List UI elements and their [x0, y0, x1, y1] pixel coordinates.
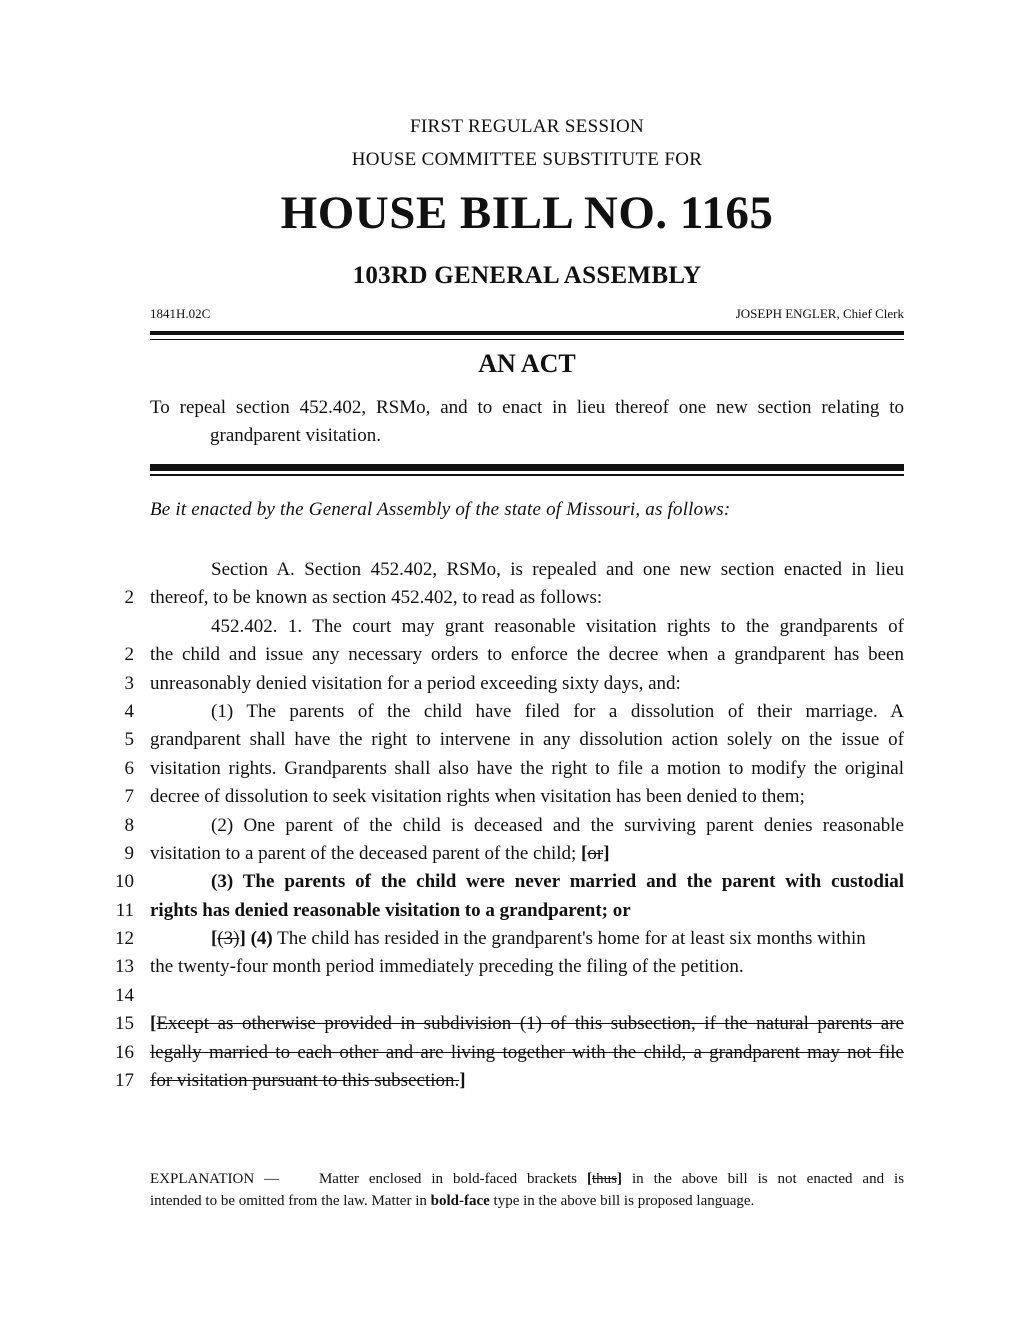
line-number: 5: [124, 729, 134, 751]
line-text: (2) One parent of the child is deceased and the surviving parent denies reasonable: [211, 814, 904, 836]
bracket-open: [: [586, 1171, 592, 1187]
explanation-label: EXPLANATION —: [150, 1171, 280, 1187]
chief-clerk: JOSEPH ENGLER, Chief Clerk: [735, 306, 904, 321]
body-line: [0, 726, 1024, 754]
explanation-text: Matter enclosed in bold-faced brackets: [318, 1171, 578, 1187]
line-text: (3) The parents of the child were never married and the parent with custodial: [211, 871, 904, 893]
new-subdivision-number: (4): [250, 928, 273, 950]
meta-row: [150, 306, 904, 322]
bill-body: [0, 556, 1024, 1095]
body-line: [0, 783, 1024, 811]
body-line: [0, 868, 1024, 896]
line-text-main: The child has resided in the grandparent's home for at least six months within: [277, 928, 866, 950]
body-line: [0, 1010, 1024, 1038]
line-number: 12: [115, 928, 134, 950]
line-text: Section A. Section 452.402, RSMo, is repealed and one new section enacted in lieu: [211, 559, 904, 580]
body-line: [0, 1039, 1024, 1067]
explanation-text: type in the above bill is proposed language.: [493, 1193, 755, 1209]
explanation-line-2: [150, 1190, 904, 1212]
boldface-example: bold-face: [430, 1193, 490, 1209]
line-number: 14: [115, 984, 134, 1006]
enacting-clause: Be it enacted by the General Assembly of the state of Missouri, as follows:: [150, 499, 731, 520]
line-number: 4: [124, 700, 134, 722]
body-line: [0, 556, 1024, 584]
line-number: 8: [124, 814, 134, 836]
act-title-line-2: grandparent visitation.: [210, 425, 381, 446]
line-text: thereof, to be known as section 452.402, to read as follows:: [150, 587, 603, 609]
body-line: [0, 584, 1024, 612]
explanation-text: intended to be omitted from the law. Matter in: [150, 1193, 427, 1209]
section-rule-thin: [150, 474, 904, 476]
line-text: [150, 1010, 904, 1038]
bracket-close: ]: [603, 842, 610, 864]
line-number: 13: [115, 956, 134, 978]
body-line: [0, 925, 1024, 953]
session-heading: FIRST REGULAR SESSION: [410, 116, 644, 137]
bracket-close: ]: [239, 928, 246, 950]
body-line: [0, 641, 1024, 669]
line-text: [150, 1067, 904, 1095]
header-rule-thick: [150, 331, 904, 335]
explanation-note: [150, 1168, 904, 1212]
bracket-close: ]: [459, 1070, 466, 1092]
line-number: 6: [124, 757, 134, 779]
substitute-heading: HOUSE COMMITTEE SUBSTITUTE FOR: [351, 149, 703, 170]
body-line: [0, 982, 1024, 1010]
line-text: [150, 840, 904, 868]
line-text: the child and issue any necessary orders to enforce the decree when a grandparent has been: [150, 644, 904, 666]
line-text: rights has denied reasonable visitation to a grandparent; or: [150, 899, 631, 921]
bracket-open: [: [581, 842, 588, 864]
body-line: [0, 670, 1024, 698]
section-rule-thick: [150, 464, 904, 471]
line-text: visitation rights. Grandparents shall also have the right to file a motion to modify the original: [150, 757, 904, 779]
line-number: 16: [115, 1041, 134, 1063]
struck-text: (3): [217, 928, 240, 950]
line-text: grandparent shall have the right to intervene in any dissolution action solely on the issue of: [150, 729, 904, 751]
body-line: [0, 613, 1024, 641]
body-line: [0, 812, 1024, 840]
header-rule-thin: [150, 339, 904, 340]
line-number: 3: [124, 672, 134, 694]
explanation-line-1: [150, 1168, 904, 1190]
line-text: decree of dissolution to seek visitation rights when visitation has been denied to them;: [150, 786, 805, 808]
line-text: (1) The parents of the child have filed for a dissolution of their marriage. A: [211, 700, 904, 722]
line-text: 452.402. 1. The court may grant reasonable visitation rights to the grandparents of: [211, 615, 904, 637]
explanation-text: in the above bill is not enacted and is: [631, 1171, 905, 1187]
body-line: [0, 698, 1024, 726]
line-number: 9: [124, 842, 134, 864]
act-heading: AN ACT: [478, 349, 576, 378]
line-number: 7: [124, 786, 134, 808]
line-text: [150, 925, 904, 953]
line-number: 2: [124, 587, 134, 609]
body-line: [0, 1067, 1024, 1095]
assembly-heading: 103RD GENERAL ASSEMBLY: [352, 262, 702, 289]
body-line: [0, 953, 1024, 981]
body-line: [0, 840, 1024, 868]
struck-text: Except as otherwise provided in subdivision (1) of this subsection, if the natural parents are: [156, 1013, 904, 1035]
bill-code: 1841H.02C: [150, 306, 211, 321]
struck-text: legally married to each other and are living together with the child, a grandparent may not file: [150, 1041, 904, 1063]
line-text-main: visitation to a parent of the deceased parent of the child;: [150, 842, 577, 864]
line-number: 17: [115, 1070, 134, 1092]
line-number: 15: [115, 1013, 134, 1035]
body-line: [0, 755, 1024, 783]
struck-example: thus: [591, 1171, 617, 1187]
line-text: unreasonably denied visitation for a period exceeding sixty days, and:: [150, 672, 681, 694]
struck-text: or: [587, 842, 604, 864]
body-line: [0, 897, 1024, 925]
bill-title: HOUSE BILL NO. 1165: [280, 187, 774, 239]
act-title: [150, 394, 904, 450]
line-number: 11: [115, 899, 134, 921]
bracket-open: [: [211, 928, 218, 950]
act-title-line-1: To repeal section 452.402, RSMo, and to enact in lieu thereof one new section relating to: [150, 397, 904, 418]
struck-text: for visitation pursuant to this subsection.: [150, 1070, 460, 1092]
line-text: the twenty-four month period immediately preceding the filing of the petition.: [150, 956, 744, 978]
bracket-open: [: [150, 1013, 157, 1035]
line-number: 10: [115, 871, 134, 893]
line-number: 2: [124, 644, 134, 666]
bracket-close: ]: [617, 1171, 622, 1187]
